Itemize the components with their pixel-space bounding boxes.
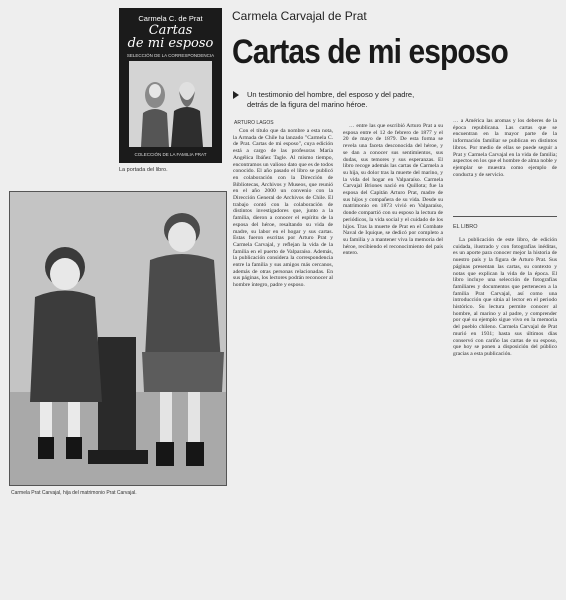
photo-caption: Carmela Prat Carvajal, hija del matrimonio Prat Carvajal. [11, 490, 137, 496]
book-title-line2: de mi esposo [127, 36, 214, 51]
column-1-text: Con el título que da nombre a esta nota, la Armada de Chile ha lanzado "Carmela C. de Prat. Cartas de mi esposo", cuya edición está a cargo de las profesoras María Angélica Ibáñez Tagle. Al mismo tiempo, encontramos un valioso dato que es de todos conocido. El año pasado el libro se publicó en colaboración con la Dirección de Bibliotecas, Archivos y Museos, que reunió en el año 2000 un convenio con la Dirección General de Archivos de Chile. El trabajo contó con la colaboración de distintos investigadores que, junto a la familia, dieron a conocer el espíritu de la esposa del héroe, resaltando su vida de madre, su labor en el hogar y sus cartas. Estas fueron escritas por Arturo Prat y Carmela Carvajal, y reflejan la vida de la familia en el puerto de Valparaíso. Además, la publicación considera la correspondencia entre la familia y sus amigos más cercanos, además de otras personas relacionadas. En sus páginas, los lectores podrán reconocer al hombre íntegro, padre y esposo. [233, 128, 333, 289]
column-2-text: … entre las que escribió Arturo Prat a su esposa entre el 12 de febrero de 1877 y el 20 de mayo de 1879. De esta forma se revela una faceta desconocida del héroe, y se dan a conocer sus sentimientos, sus dudas, sus temores y sus esperanzas. El libro recoge además las cartas de Carmela a su hija, su dolor tras la muerte del marino, y la vida del hogar en Valparaíso. Carmela Carvajal Briones nació en Quillota; fue la esposa del Capitán Arturo Prat, madre de sus hijos y compañera de su vida. Desde su matrimonio en 1873 vivió en Valparaíso, donde compartió con su esposo la lectura de periódicos, la vida social y el cuidado de los hijos. Tras la muerte de Prat en el Combate Naval de Iquique, se dedicó por completo a su familia y a mantener viva la memoria del héroe, recibiendo el reconocimiento del país entero. [343, 123, 443, 257]
text-column-2 [343, 123, 443, 593]
book-cover [119, 8, 222, 163]
section-heading: EL LIBRO [453, 224, 478, 230]
column-4-text: La publicación de este libro, de edición cuidada, ilustrado y con fotografías inéditas, es un aporte para conocer mejor la historia de nuestro país y la figura de Arturo Prat. Sus páginas presentan las cartas, su contexto y notas que explican la vida de la época. El libro incluye una selección de fotografías familiares y documentos que pertenecen a la familia Prat Carvajal, así como una introducción que sitúa al lector en el periodo histórico. Su lectura permite conocer al hombre, al marino y al padre, y comprender por qué su ejemplo sigue vivo en la memoria del pueblo chileno. Carmela Carvajal de Prat murió en 1931; hasta sus últimos días conservó con cariño las cartas de su esposo, que hoy se ponen a disposición del público gracias a esta publicación. [453, 237, 557, 357]
column-3-text: … a América las aromas y los deberes de la época republicana. Las cartas que se encuentran en la mayor parte de la información familiar se publican en distintos libros. Por medio de ellas se puede seguir a Prat y Carmela Carvajal en la vida de familia; aspectos en los que el hombre de alma noble y ejemplar se muestra como ejemplo de conducta y de servicio. [453, 118, 557, 178]
children-photograph [9, 191, 227, 486]
book-caption: La portada del libro. [119, 167, 168, 173]
text-column-4 [453, 237, 557, 593]
book-author: Carmela C. de Prat [138, 14, 203, 23]
headline: Cartas de mi esposo [232, 33, 508, 71]
section-divider [453, 216, 557, 217]
book-cover-portrait [129, 61, 212, 147]
text-column-3 [453, 118, 557, 203]
book-subtitle: SELECCIÓN DE LA CORRESPONDENCIA [126, 53, 215, 58]
book-title [119, 24, 222, 50]
article-author: Carmela Carvajal de Prat [232, 9, 367, 23]
book-title-line1: Cartas [148, 23, 193, 38]
bullet-arrow-icon [233, 91, 239, 99]
subheadline: Un testimonio del hombre, del esposo y del padre, detrás de la figura del marino héroe. [247, 90, 415, 109]
book-footer: COLECCIÓN DE LA FAMILIA PRAT [134, 152, 207, 157]
text-column-1 [233, 128, 333, 593]
byline: ARTURO LAGOS [234, 120, 274, 126]
